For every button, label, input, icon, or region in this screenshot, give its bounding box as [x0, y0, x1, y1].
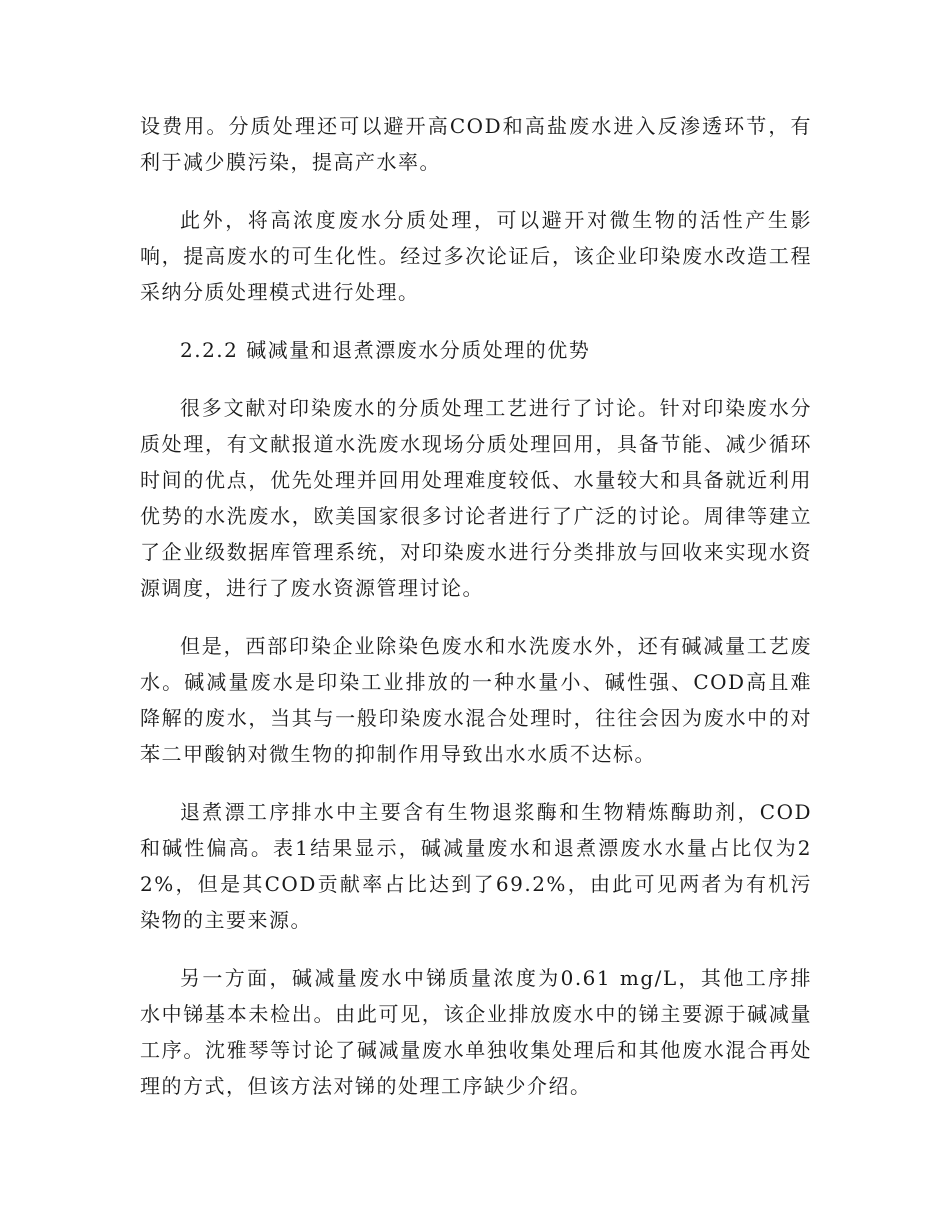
document-body	[140, 108, 812, 1126]
section-heading: 2.2.2 碱减量和退煮漂废水分质处理的优势	[180, 338, 591, 362]
paragraph-alkali-reduction: 但是，西部印染企业除染色废水和水洗废水外，还有碱减量工艺废水。碱减量废水是印染工业排放的一种水量小、碱性强、COD高且难降解的废水，当其与一般印染废水混合处理时，往往会因为废水中的对苯二甲酸钠对微生物的抑制作用导致出水水质不达标。	[140, 634, 812, 766]
paragraph-high-concentration: 此外，将高浓度废水分质处理，可以避开对微生物的活性产生影响，提高废水的可生化性。经过多次论证后，该企业印染废水改造工程采纳分质处理模式进行处理。	[140, 208, 812, 304]
paragraph-desizing-bleaching: 退煮漂工序排水中主要含有生物退浆酶和生物精炼酶助剂，COD和碱性偏高。表1结果显示，碱减量废水和退煮漂废水水量占比仅为22%，但是其COD贡献率占比达到了69.2%，由此可见两者为有机污染物的主要来源。	[140, 800, 812, 932]
paragraph-continuation: 设费用。分质处理还可以避开高COD和高盐废水进入反渗透环节，有利于减少膜污染，提高产水率。	[140, 114, 812, 174]
paragraph-literature-review: 很多文献对印染废水的分质处理工艺进行了讨论。针对印染废水分质处理，有文献报道水洗废水现场分质处理回用，具备节能、减少循环时间的优点，优先处理并回用处理难度较低、水量较大和具备就近利用优势的水洗废水，欧美国家很多讨论者进行了广泛的讨论。周律等建立了企业级数据库管理系统，对印染废水进行分类排放与回收来实现水资源调度，进行了废水资源管理讨论。	[140, 396, 812, 600]
paragraph-antimony: 另一方面，碱减量废水中锑质量浓度为0.61 mg/L，其他工序排水中锑基本未检出。由此可见，该企业排放废水中的锑主要源于碱减量工序。沈雅琴等讨论了碱减量废水单独收集处理后和其他废水混合再处理的方式，但该方法对锑的处理工序缺少介绍。	[140, 966, 812, 1098]
